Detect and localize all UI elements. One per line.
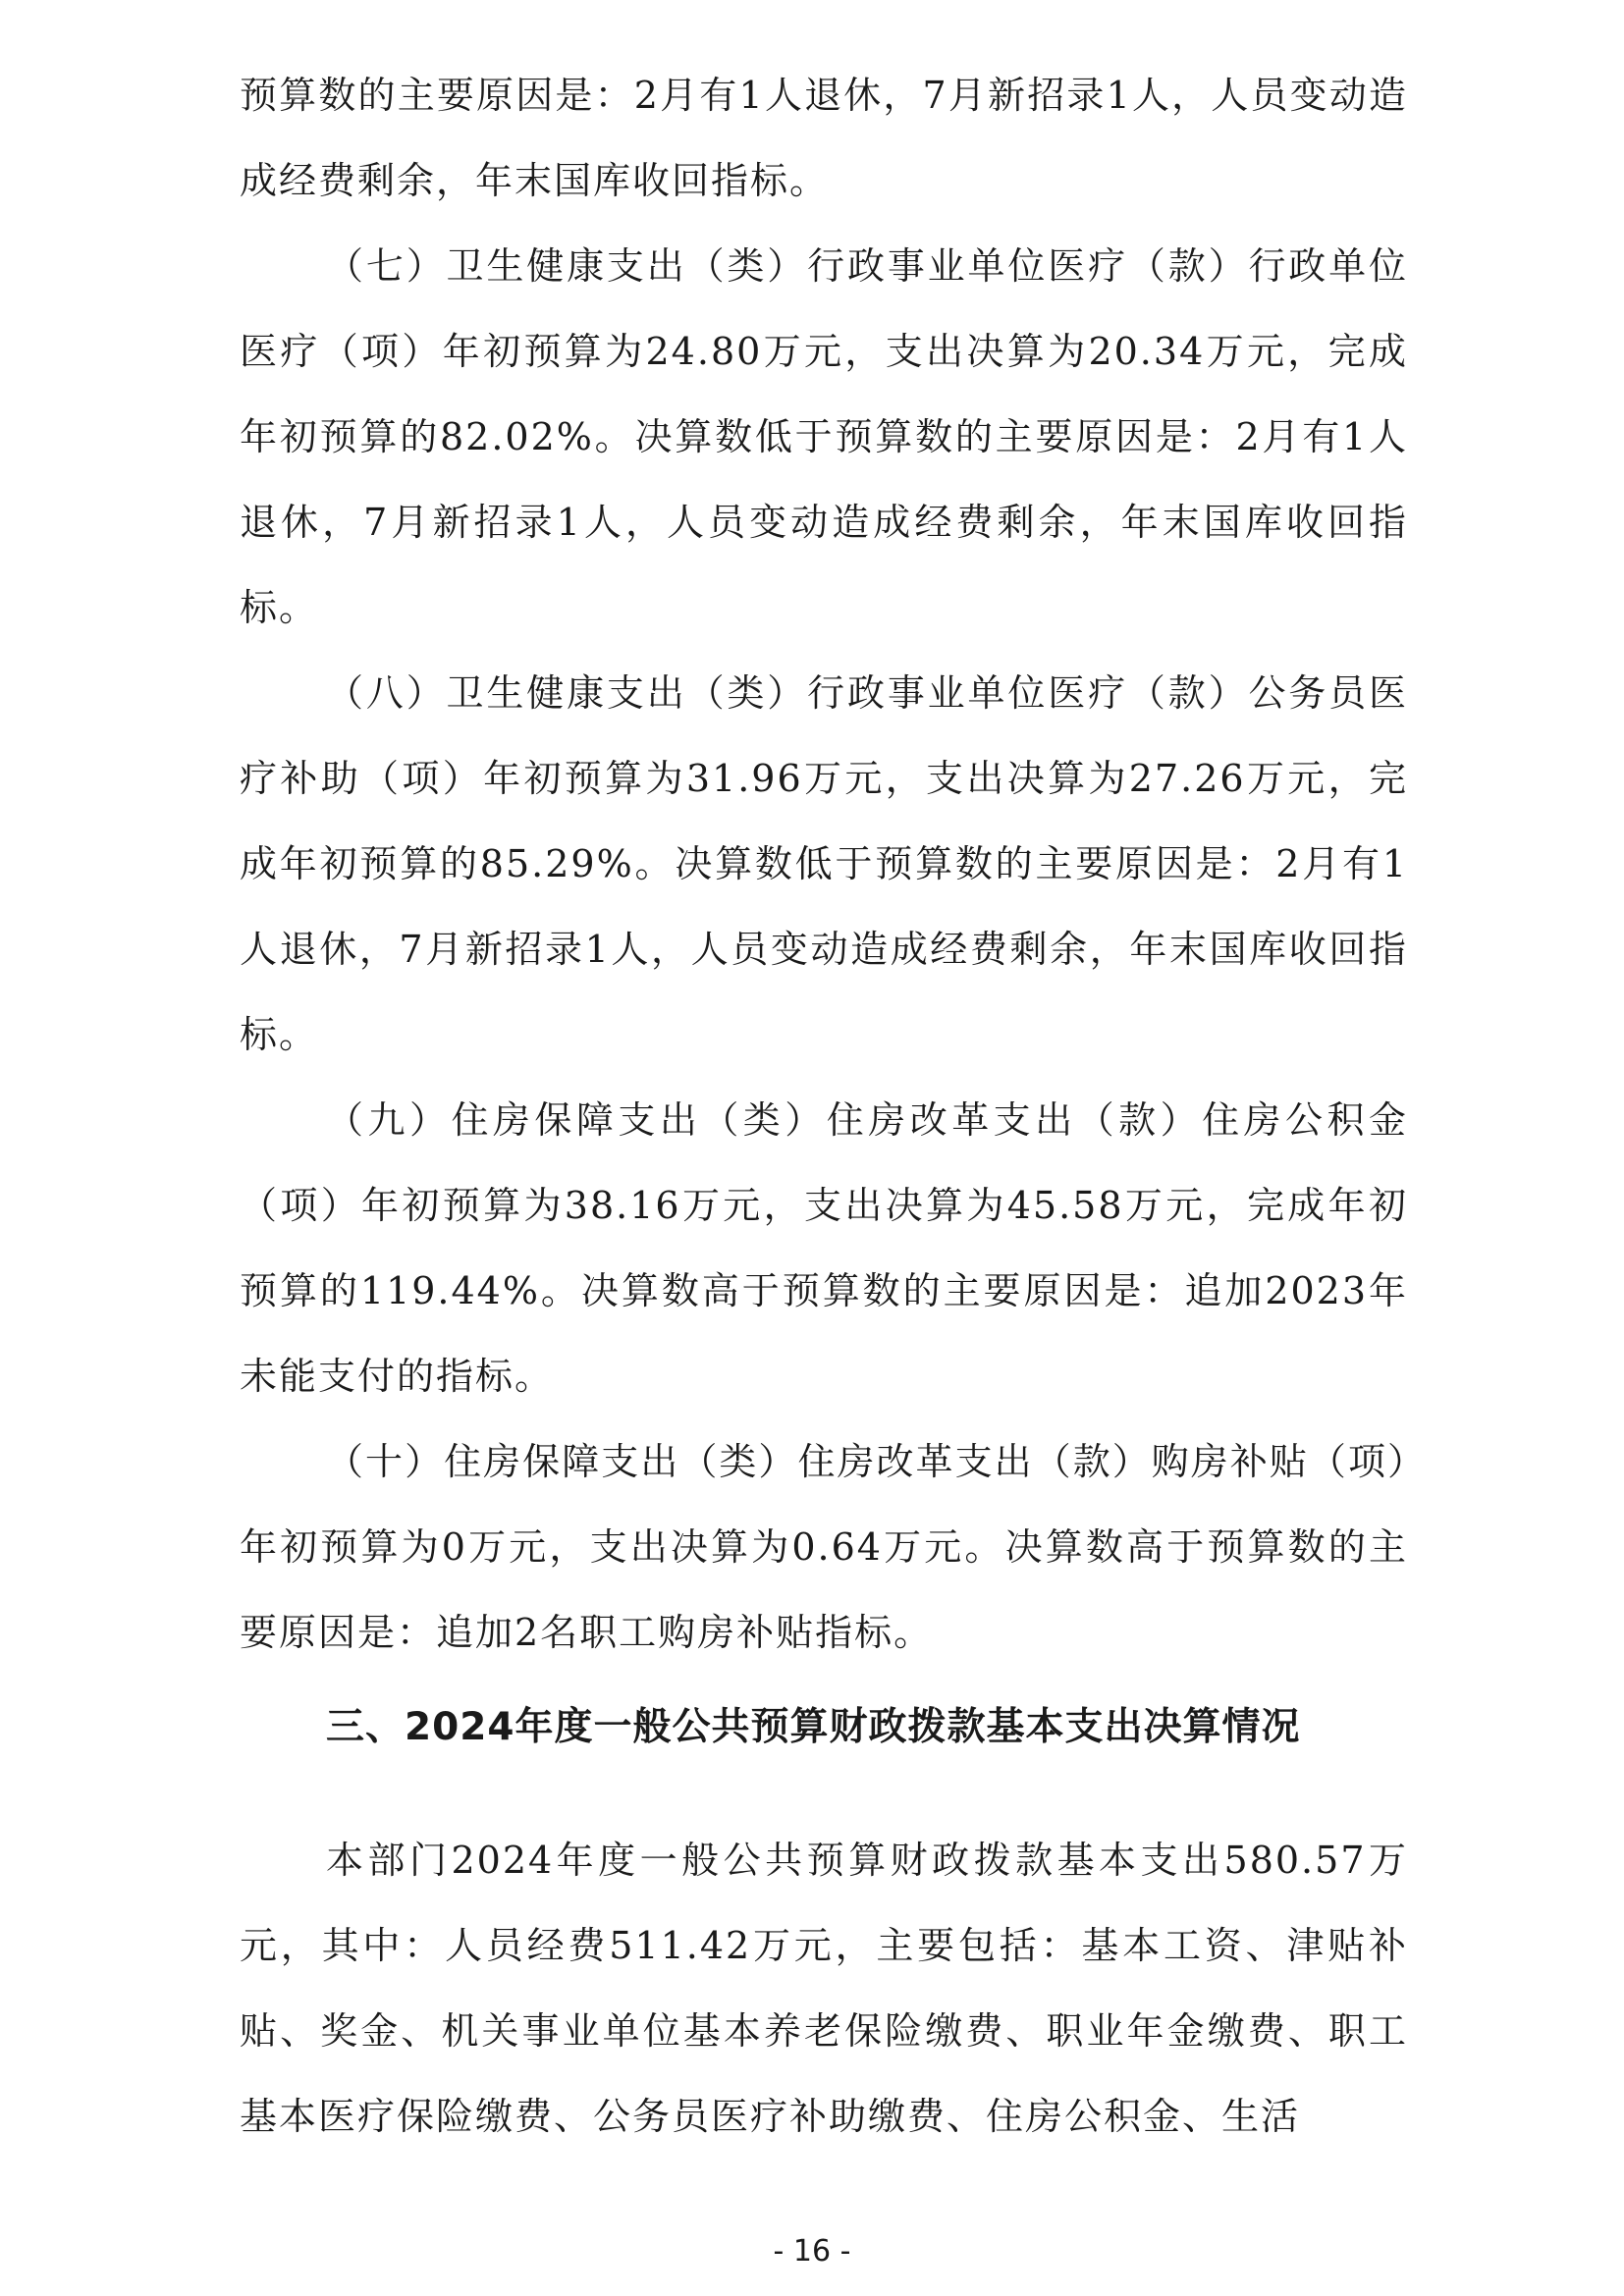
section-heading: 三、2024年度一般公共预算财政拨款基本支出决算情况 (326, 1705, 1301, 1749)
continuation-paragraph: 预算数的主要原因是：2月有1人退休，7月新招录1人，人员变动造成经费剩余，年末国库收回指标。 (240, 74, 1408, 202)
body-text-top (240, 53, 1408, 1676)
page-number: - 16 - (773, 2234, 851, 2269)
paragraph-item-7: （七）卫生健康支出（类）行政事业单位医疗（款）行政单位医疗（项）年初预算为24.80万元，支出决算为20.34万元，完成年初预算的82.02%。决算数低于预算数的主要原因是：2月有1人退休，7月新招录1人，人员变动造成经费剩余，年末国库收回指标。 (240, 244, 1408, 629)
paragraph-item-10: （十）住房保障支出（类）住房改革支出（款）购房补贴（项）年初预算为0万元，支出决算为0.64万元。决算数高于预算数的主要原因是：追加2名职工购房补贴指标。 (240, 1440, 1408, 1654)
paragraph-item-9: （九）住房保障支出（类）住房改革支出（款）住房公积金（项）年初预算为38.16万元，支出决算为45.58万元，完成年初预算的119.44%。决算数高于预算数的主要原因是：追加2023年未能支付的指标。 (240, 1098, 1408, 1398)
section-body-paragraph: 本部门2024年度一般公共预算财政拨款基本支出580.57万元，其中：人员经费511.42万元，主要包括：基本工资、津贴补贴、奖金、机关事业单位基本养老保险缴费、职业年金缴费、职工基本医疗保险缴费、公务员医疗补助缴费、住房公积金、生活 (240, 1839, 1408, 2138)
body-text-bottom (240, 1818, 1408, 2160)
paragraph-item-8: （八）卫生健康支出（类）行政事业单位医疗（款）公务员医疗补助（项）年初预算为31.96万元，支出决算为27.26万元，完成年初预算的85.29%。决算数低于预算数的主要原因是：2月有1人退休，7月新招录1人，人员变动造成经费剩余，年末国库收回指标。 (240, 671, 1408, 1056)
